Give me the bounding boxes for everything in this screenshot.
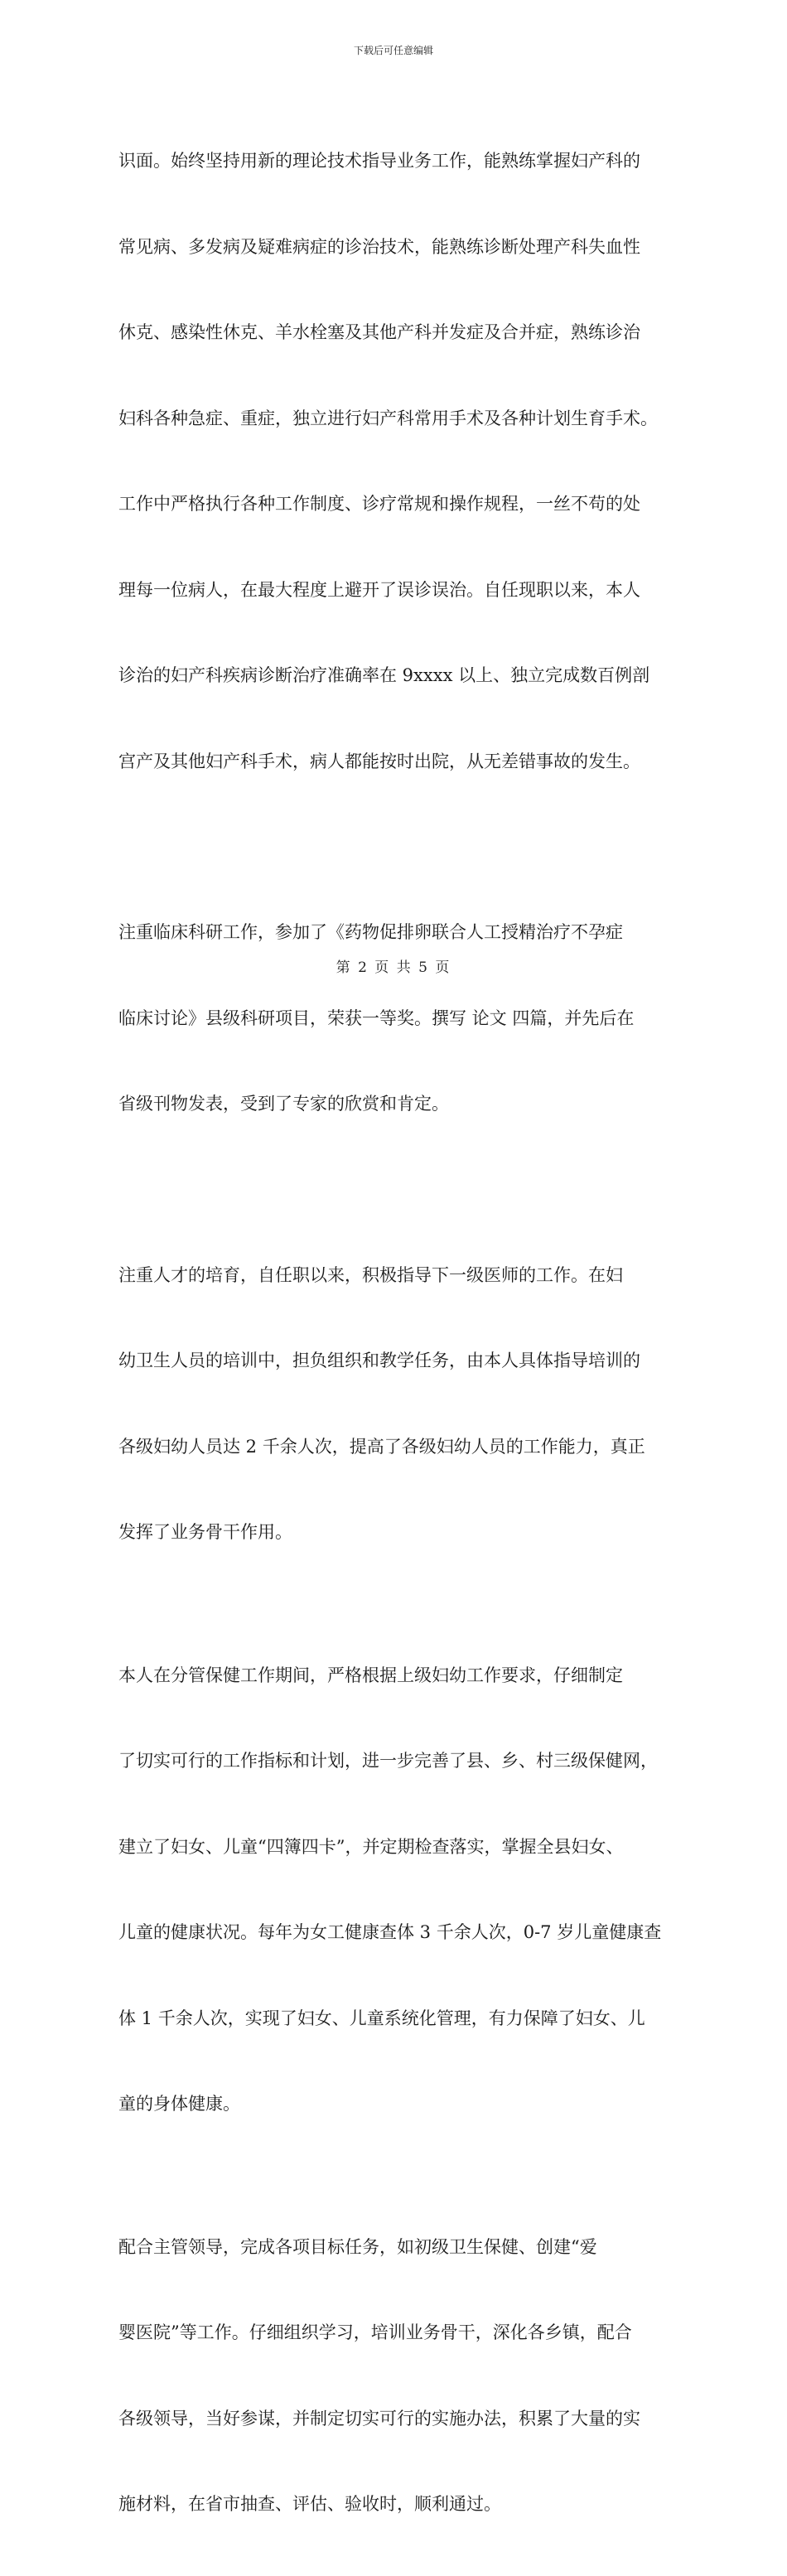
- paragraph-2: [118, 861, 665, 1176]
- paragraph-spacer: [118, 1176, 665, 1204]
- text-line: 各级妇幼人员达 2 千余人次，提高了各级妇幼人员的工作能力，真正: [118, 1436, 645, 1457]
- text-line: 婴医院”等工作。仔细组织学习，培训业务骨干，深化各乡镇，配合: [118, 2322, 632, 2342]
- text-line: 幼卫生人员的培训中，担负组织和教学任务，由本人具体指导培训的: [118, 1351, 640, 1370]
- text-line: 童的身体健康。: [118, 2094, 240, 2114]
- text-line: 注重临床科研工作，参加了《药物促排卵联合人工授精治疗不孕症: [118, 922, 623, 942]
- text-line: 理每一位病人，在最大程度上避开了误诊误治。自任现职以来，本人: [118, 579, 640, 600]
- text-line: 体 1 千余人次，实现了妇女、儿童系统化管理，有力保障了妇女、儿: [118, 2008, 645, 2028]
- text-line: 宫产及其他妇产科手术，病人都能按时出院，从无差错事故的发生。: [118, 751, 640, 771]
- paragraph-spacer: [118, 833, 665, 861]
- text-line: 儿童的健康状况。每年为女工健康查体 3 千余人次，0-7 岁儿童健康查: [118, 1922, 662, 1942]
- text-line: 了切实可行的工作指标和计划，进一步完善了县、乡、村三级保健网，: [118, 1751, 658, 1771]
- text-line: 配合主管领导，完成各项目标任务，如初级卫生保健、创建“爱: [118, 2236, 597, 2257]
- text-line: 注重人才的培育，自任职以来，积极指导下一级医师的工作。在妇: [118, 1264, 623, 1285]
- text-line: 工作中严格执行各种工作制度、诊疗常规和操作规程，一丝不苟的处: [118, 494, 640, 514]
- paragraph-1: [118, 89, 665, 833]
- text-line: 休克、感染性休克、羊水栓塞及其他产科并发症及合并症，熟练诊治: [118, 322, 640, 342]
- text-line: 本人在分管保健工作期间，严格根据上级妇幼工作要求，仔细制定: [118, 1665, 623, 1685]
- page-footer: 第 2 页 共 5 页: [336, 959, 451, 976]
- text-line: 妇科各种急症、重症，独立进行妇产科常用手术及各种计划生育手术。: [118, 408, 658, 428]
- text-line: 各级领导，当好参谋，并制定切实可行的实施办法，积累了大量的实: [118, 2408, 640, 2429]
- text-line: 识面。始终坚持用新的理论技术指导业务工作，能熟练掌握妇产科的: [118, 151, 640, 171]
- paragraph-5: [118, 2176, 665, 2576]
- document-body: [118, 89, 665, 2576]
- page-header: 下载后可任意编辑: [353, 45, 433, 56]
- text-line: 省级刊物发表，受到了专家的欣赏和肯定。: [118, 1094, 449, 1114]
- text-line: 建立了妇女、儿童“四簿四卡”，并定期检查落实，掌握全县妇女、: [118, 1836, 624, 1857]
- text-line: 诊治的妇产科疾病诊断治疗准确率在 9xxxx 以上、独立完成数百例剖: [118, 665, 650, 685]
- text-line: 发挥了业务骨干作用。: [118, 1522, 292, 1542]
- text-line: 常见病、多发病及疑难病症的诊治技术，能熟练诊断处理产科失血性: [118, 236, 640, 257]
- paragraph-3: [118, 1204, 665, 1604]
- paragraph-4: [118, 1604, 665, 2176]
- text-line: 临床讨论》县级科研项目，荣获一等奖。撰写 论文 四篇，并先后在: [118, 1008, 635, 1028]
- text-line: 施材料，在省市抽查、评估、验收时，顺利通过。: [118, 2494, 501, 2514]
